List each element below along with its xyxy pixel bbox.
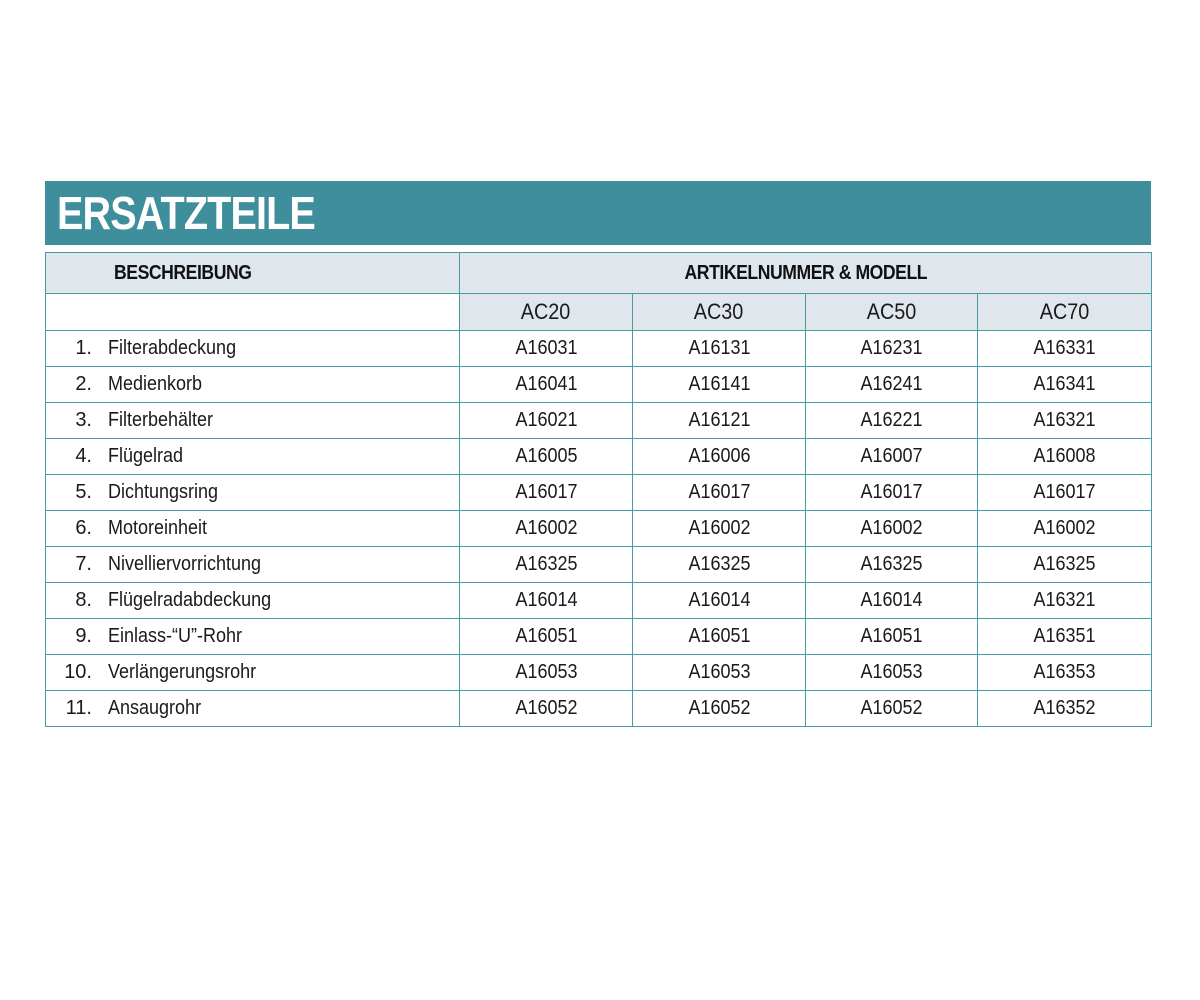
- header-article-model: ARTIKELNUMMER & MODELL: [460, 253, 1152, 294]
- article-number-cell: [978, 367, 1152, 403]
- article-number: A16231: [860, 337, 923, 359]
- part-number: 9.: [75, 625, 92, 647]
- article-number-cell: [633, 547, 806, 583]
- part-number: 7.: [75, 553, 92, 575]
- article-number: A16017: [1033, 481, 1096, 503]
- part-description-cell: [46, 691, 460, 727]
- article-number: A16051: [514, 625, 578, 647]
- part-description: Dichtungsring: [108, 481, 219, 503]
- article-number: A16321: [1033, 589, 1096, 611]
- article-number-cell: [806, 367, 978, 403]
- article-number: A16052: [687, 697, 751, 719]
- table-row: [46, 583, 1152, 619]
- article-number: A16051: [687, 625, 751, 647]
- article-number-cell: [633, 619, 806, 655]
- article-number: A16321: [1033, 409, 1096, 431]
- part-description-cell: [46, 583, 460, 619]
- article-number-cell: [633, 511, 806, 547]
- article-number-cell: [978, 511, 1152, 547]
- article-number: A16007: [860, 445, 923, 467]
- parts-table: [45, 252, 1152, 727]
- part-number: 11.: [65, 697, 92, 719]
- article-number-cell: [633, 583, 806, 619]
- article-number: A16017: [687, 481, 751, 503]
- article-number: A16005: [514, 445, 578, 467]
- article-number-cell: [633, 475, 806, 511]
- part-description-cell: [46, 475, 460, 511]
- article-number-cell: [633, 691, 806, 727]
- article-number-cell: [633, 403, 806, 439]
- article-number-cell: [978, 655, 1152, 691]
- article-number: A16241: [860, 373, 923, 395]
- article-number-cell: [460, 511, 633, 547]
- table-body: [46, 331, 1152, 727]
- table-row: [46, 331, 1152, 367]
- article-number: A16017: [860, 481, 923, 503]
- article-number-cell: [633, 655, 806, 691]
- article-number-cell: [460, 547, 633, 583]
- part-description: Flügelrad: [108, 445, 184, 467]
- article-number-cell: [460, 619, 633, 655]
- article-number: A16002: [514, 517, 578, 539]
- article-number: A16325: [514, 553, 578, 575]
- part-number: 4.: [75, 445, 92, 467]
- table-row: [46, 403, 1152, 439]
- model-header-ac50: AC50: [806, 294, 978, 331]
- article-number-cell: [806, 547, 978, 583]
- article-number-cell: [806, 475, 978, 511]
- article-number: A16053: [514, 661, 578, 683]
- article-number: A16221: [860, 409, 923, 431]
- article-number-cell: [633, 439, 806, 475]
- article-number-cell: [806, 331, 978, 367]
- article-number: A16341: [1033, 373, 1096, 395]
- article-number: A16002: [860, 517, 923, 539]
- article-number: A16051: [860, 625, 923, 647]
- model-header-ac20: AC20: [460, 294, 633, 331]
- article-number-cell: [978, 475, 1152, 511]
- article-number: A16325: [860, 553, 923, 575]
- part-description-cell: [46, 619, 460, 655]
- article-number: A16006: [687, 445, 751, 467]
- article-number: A16353: [1033, 661, 1096, 683]
- article-number: A16325: [687, 553, 751, 575]
- part-description-cell: [46, 511, 460, 547]
- article-number-cell: [460, 691, 633, 727]
- article-number: A16002: [687, 517, 751, 539]
- article-number: A16053: [687, 661, 751, 683]
- article-number: A16053: [860, 661, 923, 683]
- article-number-cell: [978, 439, 1152, 475]
- article-number-cell: [978, 691, 1152, 727]
- part-number: 3.: [75, 409, 92, 431]
- table-row: [46, 691, 1152, 727]
- table-row: [46, 367, 1152, 403]
- article-number-cell: [806, 439, 978, 475]
- article-number-cell: [978, 403, 1152, 439]
- article-number-cell: [460, 403, 633, 439]
- article-number-cell: [806, 655, 978, 691]
- article-number-cell: [978, 583, 1152, 619]
- article-number-cell: [460, 583, 633, 619]
- table-row: [46, 547, 1152, 583]
- part-description: Nivelliervorrichtung: [108, 553, 262, 575]
- article-number: A16021: [514, 409, 578, 431]
- part-description: Flügelradabdeckung: [108, 589, 272, 611]
- part-description-cell: [46, 547, 460, 583]
- part-number: 6.: [75, 517, 92, 539]
- article-number: A16002: [1033, 517, 1096, 539]
- article-number: A16331: [1033, 337, 1096, 359]
- article-number: A16351: [1033, 625, 1096, 647]
- part-description: Motoreinheit: [108, 517, 208, 539]
- part-description-cell: [46, 439, 460, 475]
- article-number-cell: [633, 331, 806, 367]
- article-number: A16041: [514, 373, 578, 395]
- article-number: A16131: [687, 337, 751, 359]
- article-number: A16031: [514, 337, 578, 359]
- article-number-cell: [633, 367, 806, 403]
- part-description: Einlass-“U”-Rohr: [108, 625, 243, 647]
- part-description-cell: [46, 403, 460, 439]
- model-header-ac70: AC70: [978, 294, 1152, 331]
- part-number: 2.: [75, 373, 92, 395]
- model-header-blank: [46, 294, 460, 331]
- article-number: A16014: [514, 589, 578, 611]
- part-description: Verlängerungsrohr: [108, 661, 257, 683]
- model-header-ac30: AC30: [633, 294, 806, 331]
- article-number: A16014: [860, 589, 923, 611]
- article-number: A16121: [687, 409, 751, 431]
- title-bar: [45, 181, 1151, 245]
- article-number-cell: [460, 367, 633, 403]
- page-title: ERSATZTEILE: [57, 187, 315, 239]
- article-number-cell: [460, 475, 633, 511]
- part-number: 5.: [75, 481, 92, 503]
- article-number: A16052: [860, 697, 923, 719]
- table-header-row: [46, 253, 1152, 294]
- article-number: A16052: [514, 697, 578, 719]
- article-number-cell: [806, 511, 978, 547]
- article-number-cell: [806, 583, 978, 619]
- part-number: 10.: [64, 661, 92, 683]
- article-number-cell: [978, 331, 1152, 367]
- part-description: Ansaugrohr: [108, 697, 202, 719]
- article-number-cell: [460, 655, 633, 691]
- part-description-cell: [46, 331, 460, 367]
- article-number: A16017: [514, 481, 578, 503]
- article-number-cell: [806, 403, 978, 439]
- article-number: A16141: [687, 373, 751, 395]
- part-description: Filterabdeckung: [108, 337, 237, 359]
- part-description: Filterbehälter: [108, 409, 214, 431]
- table-row: [46, 619, 1152, 655]
- part-number: 1.: [75, 337, 92, 359]
- table-row: [46, 475, 1152, 511]
- article-number-cell: [806, 619, 978, 655]
- part-description-cell: [46, 367, 460, 403]
- article-number: A16325: [1033, 553, 1096, 575]
- table-row: [46, 511, 1152, 547]
- article-number: A16008: [1033, 445, 1096, 467]
- table-row: [46, 655, 1152, 691]
- article-number-cell: [460, 439, 633, 475]
- header-description: BESCHREIBUNG: [46, 253, 460, 294]
- article-number: A16352: [1033, 697, 1096, 719]
- part-description-cell: [46, 655, 460, 691]
- article-number-cell: [978, 547, 1152, 583]
- part-description: Medienkorb: [108, 373, 203, 395]
- article-number-cell: [978, 619, 1152, 655]
- part-number: 8.: [75, 589, 92, 611]
- article-number: A16014: [687, 589, 751, 611]
- article-number-cell: [806, 691, 978, 727]
- table-row: [46, 439, 1152, 475]
- model-header-row: [46, 294, 1152, 331]
- article-number-cell: [460, 331, 633, 367]
